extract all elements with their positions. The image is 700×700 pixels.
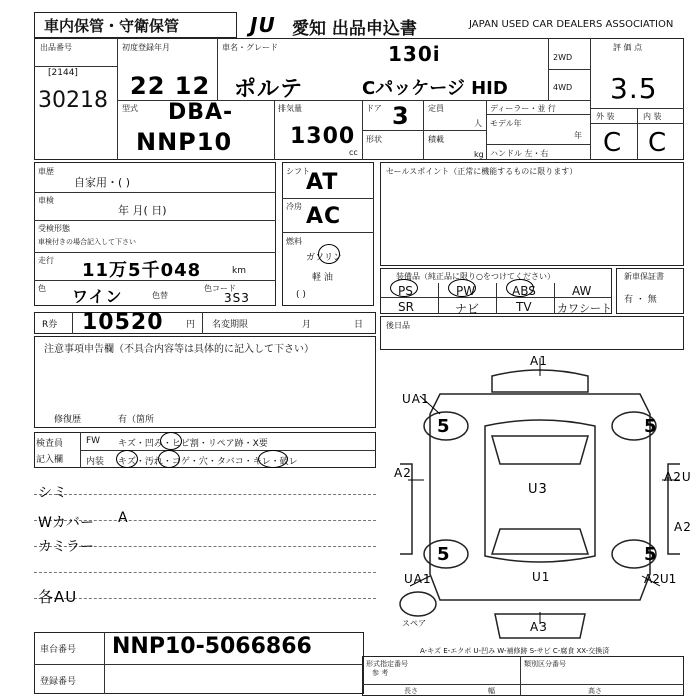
first-registration-label: 初度登録年月 bbox=[122, 43, 170, 52]
equip-aw: AW bbox=[572, 284, 592, 298]
shift-value: AT bbox=[306, 170, 339, 195]
repair-history-value: 有（箇所 bbox=[118, 415, 155, 425]
length-label: 長さ bbox=[404, 687, 418, 695]
mark-u3-roof: U3 bbox=[528, 482, 548, 497]
inspector-label-2: 記入欄 bbox=[36, 455, 64, 465]
inspection-value: 年 月( 日) bbox=[118, 204, 167, 217]
mark-a2-right-lower: A2 bbox=[674, 520, 692, 534]
model-label: 型式 bbox=[122, 104, 138, 113]
history-section bbox=[34, 162, 276, 306]
equip-tv: TV bbox=[516, 300, 532, 314]
lot-number: 30218 bbox=[38, 88, 108, 113]
receive-label: 受検形態 bbox=[38, 224, 70, 233]
equipment-label: 装備品（純正品に限り○をつけてください） bbox=[396, 272, 555, 281]
fw-label: FW bbox=[86, 436, 101, 446]
sales-point-section bbox=[380, 162, 684, 266]
load-unit: kg bbox=[474, 150, 484, 159]
color-code-value: 3S3 bbox=[224, 291, 250, 305]
mileage-value: 11万5千048 bbox=[82, 260, 202, 281]
exterior-label: 外 装 bbox=[596, 112, 615, 121]
warranty-label: 新車保証書 bbox=[624, 272, 664, 281]
repair-history-label: 修復歴 bbox=[54, 415, 82, 425]
recycle-unit: 円 bbox=[186, 320, 196, 330]
mark-5-rear-right: 5 bbox=[644, 544, 658, 565]
mark-5-front-left: 5 bbox=[437, 416, 451, 437]
equip-pw-circle bbox=[448, 279, 476, 297]
recycle-label: R券 bbox=[42, 320, 58, 330]
color-change-label: 色替 bbox=[152, 291, 168, 300]
first-registration-value: 22 12 bbox=[130, 72, 211, 100]
int-dirt-circle bbox=[158, 450, 180, 468]
equip-ps-circle bbox=[390, 279, 418, 297]
ac-value: AC bbox=[306, 204, 342, 229]
interior-value: C bbox=[648, 128, 668, 158]
car-name-value: ポルテ bbox=[234, 77, 304, 102]
type-spec-ref: 参 考 bbox=[372, 669, 389, 677]
model-year-label: モデル年 bbox=[490, 119, 522, 128]
interior-items: キズ・汚れ・コゲ・穴・タバコ・キレ・破レ bbox=[118, 457, 298, 467]
mark-5-rear-left: 5 bbox=[437, 544, 451, 565]
fuel-other: ( ) bbox=[296, 290, 306, 300]
load-label: 積載 bbox=[428, 135, 444, 144]
equip-sr: SR bbox=[398, 300, 414, 314]
type-spec-label: 形式指定番号 bbox=[366, 660, 408, 668]
drive-2wd: 2WD bbox=[553, 53, 573, 62]
name-change-month: 月 bbox=[302, 320, 312, 330]
model-value-line1: DBA- bbox=[168, 100, 234, 125]
shape-label: 形状 bbox=[366, 135, 382, 144]
width-label: 幅 bbox=[488, 687, 495, 695]
mark-a2u1-rear-right: A2U1 bbox=[644, 572, 677, 586]
equip-leather-seat: カワシート bbox=[557, 302, 612, 315]
capacity-label: 定員 bbox=[428, 104, 444, 113]
registration-number-label: 登録番号 bbox=[40, 677, 77, 687]
int-scratch-circle bbox=[116, 450, 138, 468]
notes-label: 注意事項申告欄（不具合内容等は具体的に記入して下さい） bbox=[44, 344, 314, 355]
note-mirror: カミラー bbox=[38, 539, 94, 555]
capacity-unit: 人 bbox=[474, 119, 482, 128]
damage-legend: A-キズ E-エクボ U-凹み W-補修跡 S-サビ C-腐食 XX-交換済 bbox=[420, 647, 610, 655]
displacement-label: 排気量 bbox=[278, 104, 302, 113]
handle-label: ハンドル 左・右 bbox=[490, 149, 549, 158]
sales-point-label: セールスポイント（正常に機能するものに限ります） bbox=[386, 167, 578, 176]
fuel-light-oil: 軽 油 bbox=[312, 273, 333, 283]
mark-a1-top: A1 bbox=[530, 354, 548, 368]
fw-items: キズ・凹み・ヒビ割・リペア跡・X要 bbox=[118, 439, 268, 449]
mark-ua1-rear-left: UA1 bbox=[404, 572, 432, 586]
chassis-number-value: NNP10-5066866 bbox=[112, 634, 312, 659]
fuel-gasoline: ガソリン bbox=[306, 253, 343, 263]
equip-abs: ABS bbox=[512, 284, 536, 298]
after-items-section bbox=[380, 316, 684, 350]
shift-label: シフト bbox=[286, 167, 310, 176]
spare-label: スペア bbox=[402, 619, 426, 628]
fuel-circle bbox=[318, 244, 340, 264]
inspection-label: 車検 bbox=[38, 196, 54, 205]
score-label: 評 価 点 bbox=[613, 43, 643, 52]
fw-dent-circle bbox=[160, 432, 182, 450]
association-english: JAPAN USED CAR DEALERS ASSOCIATION bbox=[469, 19, 674, 30]
mark-a3-rear: A3 bbox=[530, 620, 548, 634]
ju-logo: JU bbox=[250, 13, 276, 37]
warranty-value: 有 ・ 無 bbox=[624, 295, 657, 305]
equip-pw: PW bbox=[456, 284, 476, 298]
association-title: 愛知 出品申込書 bbox=[292, 19, 417, 39]
mileage-label: 走行 bbox=[38, 256, 54, 265]
category-label: 類別区分番号 bbox=[524, 660, 566, 668]
chassis-number-label: 車台番号 bbox=[40, 645, 77, 655]
note-each-au: 各AU bbox=[38, 588, 78, 606]
recycle-value: 10520 bbox=[82, 310, 164, 335]
dealer-label: ディーラー・並 行 bbox=[490, 104, 556, 113]
lot-number-label: 出品番号 bbox=[40, 43, 72, 52]
mark-5-front-right: 5 bbox=[644, 416, 658, 437]
door-label: ドア bbox=[366, 104, 382, 113]
after-items-label: 後日品 bbox=[386, 321, 410, 330]
color-label: 色 bbox=[38, 284, 46, 293]
receive-note: 車検付きの場合記入して下さい bbox=[38, 238, 136, 246]
inspector-label-1: 検査員 bbox=[36, 439, 64, 449]
car-name-label: 車名・グレード bbox=[222, 43, 278, 52]
ac-label: 冷房 bbox=[286, 202, 302, 211]
fuel-label: 燃料 bbox=[286, 237, 302, 246]
lot-sub-number: [2144] bbox=[48, 68, 78, 78]
storage-label: 車内保管・守衛保管 bbox=[44, 17, 180, 35]
history-label: 車歴 bbox=[38, 167, 54, 176]
color-value: ワイン bbox=[72, 287, 123, 306]
name-change-label: 名変期限 bbox=[212, 320, 249, 330]
interior-label: 内 装 bbox=[643, 112, 662, 121]
note-wiper-cover: Wカバー bbox=[38, 515, 94, 531]
year-unit: 年 bbox=[574, 131, 582, 140]
mark-a2u-right: A2U bbox=[664, 470, 692, 484]
grade-package: Cパッケージ HID bbox=[362, 78, 508, 99]
equip-navi: ナビ bbox=[455, 302, 480, 316]
mark-a2-left: A2 bbox=[394, 466, 412, 480]
history-value: 自家用・( ) bbox=[74, 176, 131, 189]
exterior-value: C bbox=[603, 128, 623, 158]
note-stain: シミ bbox=[38, 485, 68, 501]
note-a-mark: A bbox=[118, 510, 129, 526]
displacement-unit: cc bbox=[349, 148, 358, 157]
displacement-value: 1300 bbox=[290, 124, 356, 149]
equip-abs-circle bbox=[506, 279, 534, 297]
score-value: 3.5 bbox=[610, 72, 658, 105]
height-label: 高さ bbox=[588, 687, 602, 695]
model-value-line2: NNP10 bbox=[136, 128, 233, 156]
int-tobacco-circle bbox=[258, 450, 288, 468]
grade-value: 130i bbox=[388, 42, 441, 66]
interior-items-label: 内装 bbox=[86, 457, 105, 467]
equip-ps: PS bbox=[398, 284, 413, 298]
mark-ua1-front-left: UA1 bbox=[402, 392, 430, 406]
name-change-day: 日 bbox=[354, 320, 364, 330]
door-value: 3 bbox=[392, 102, 410, 130]
mark-u1-rear: U1 bbox=[532, 570, 551, 584]
drive-4wd: 4WD bbox=[553, 83, 573, 92]
mileage-unit: km bbox=[232, 266, 246, 276]
color-code-label: 色コード bbox=[204, 284, 236, 293]
